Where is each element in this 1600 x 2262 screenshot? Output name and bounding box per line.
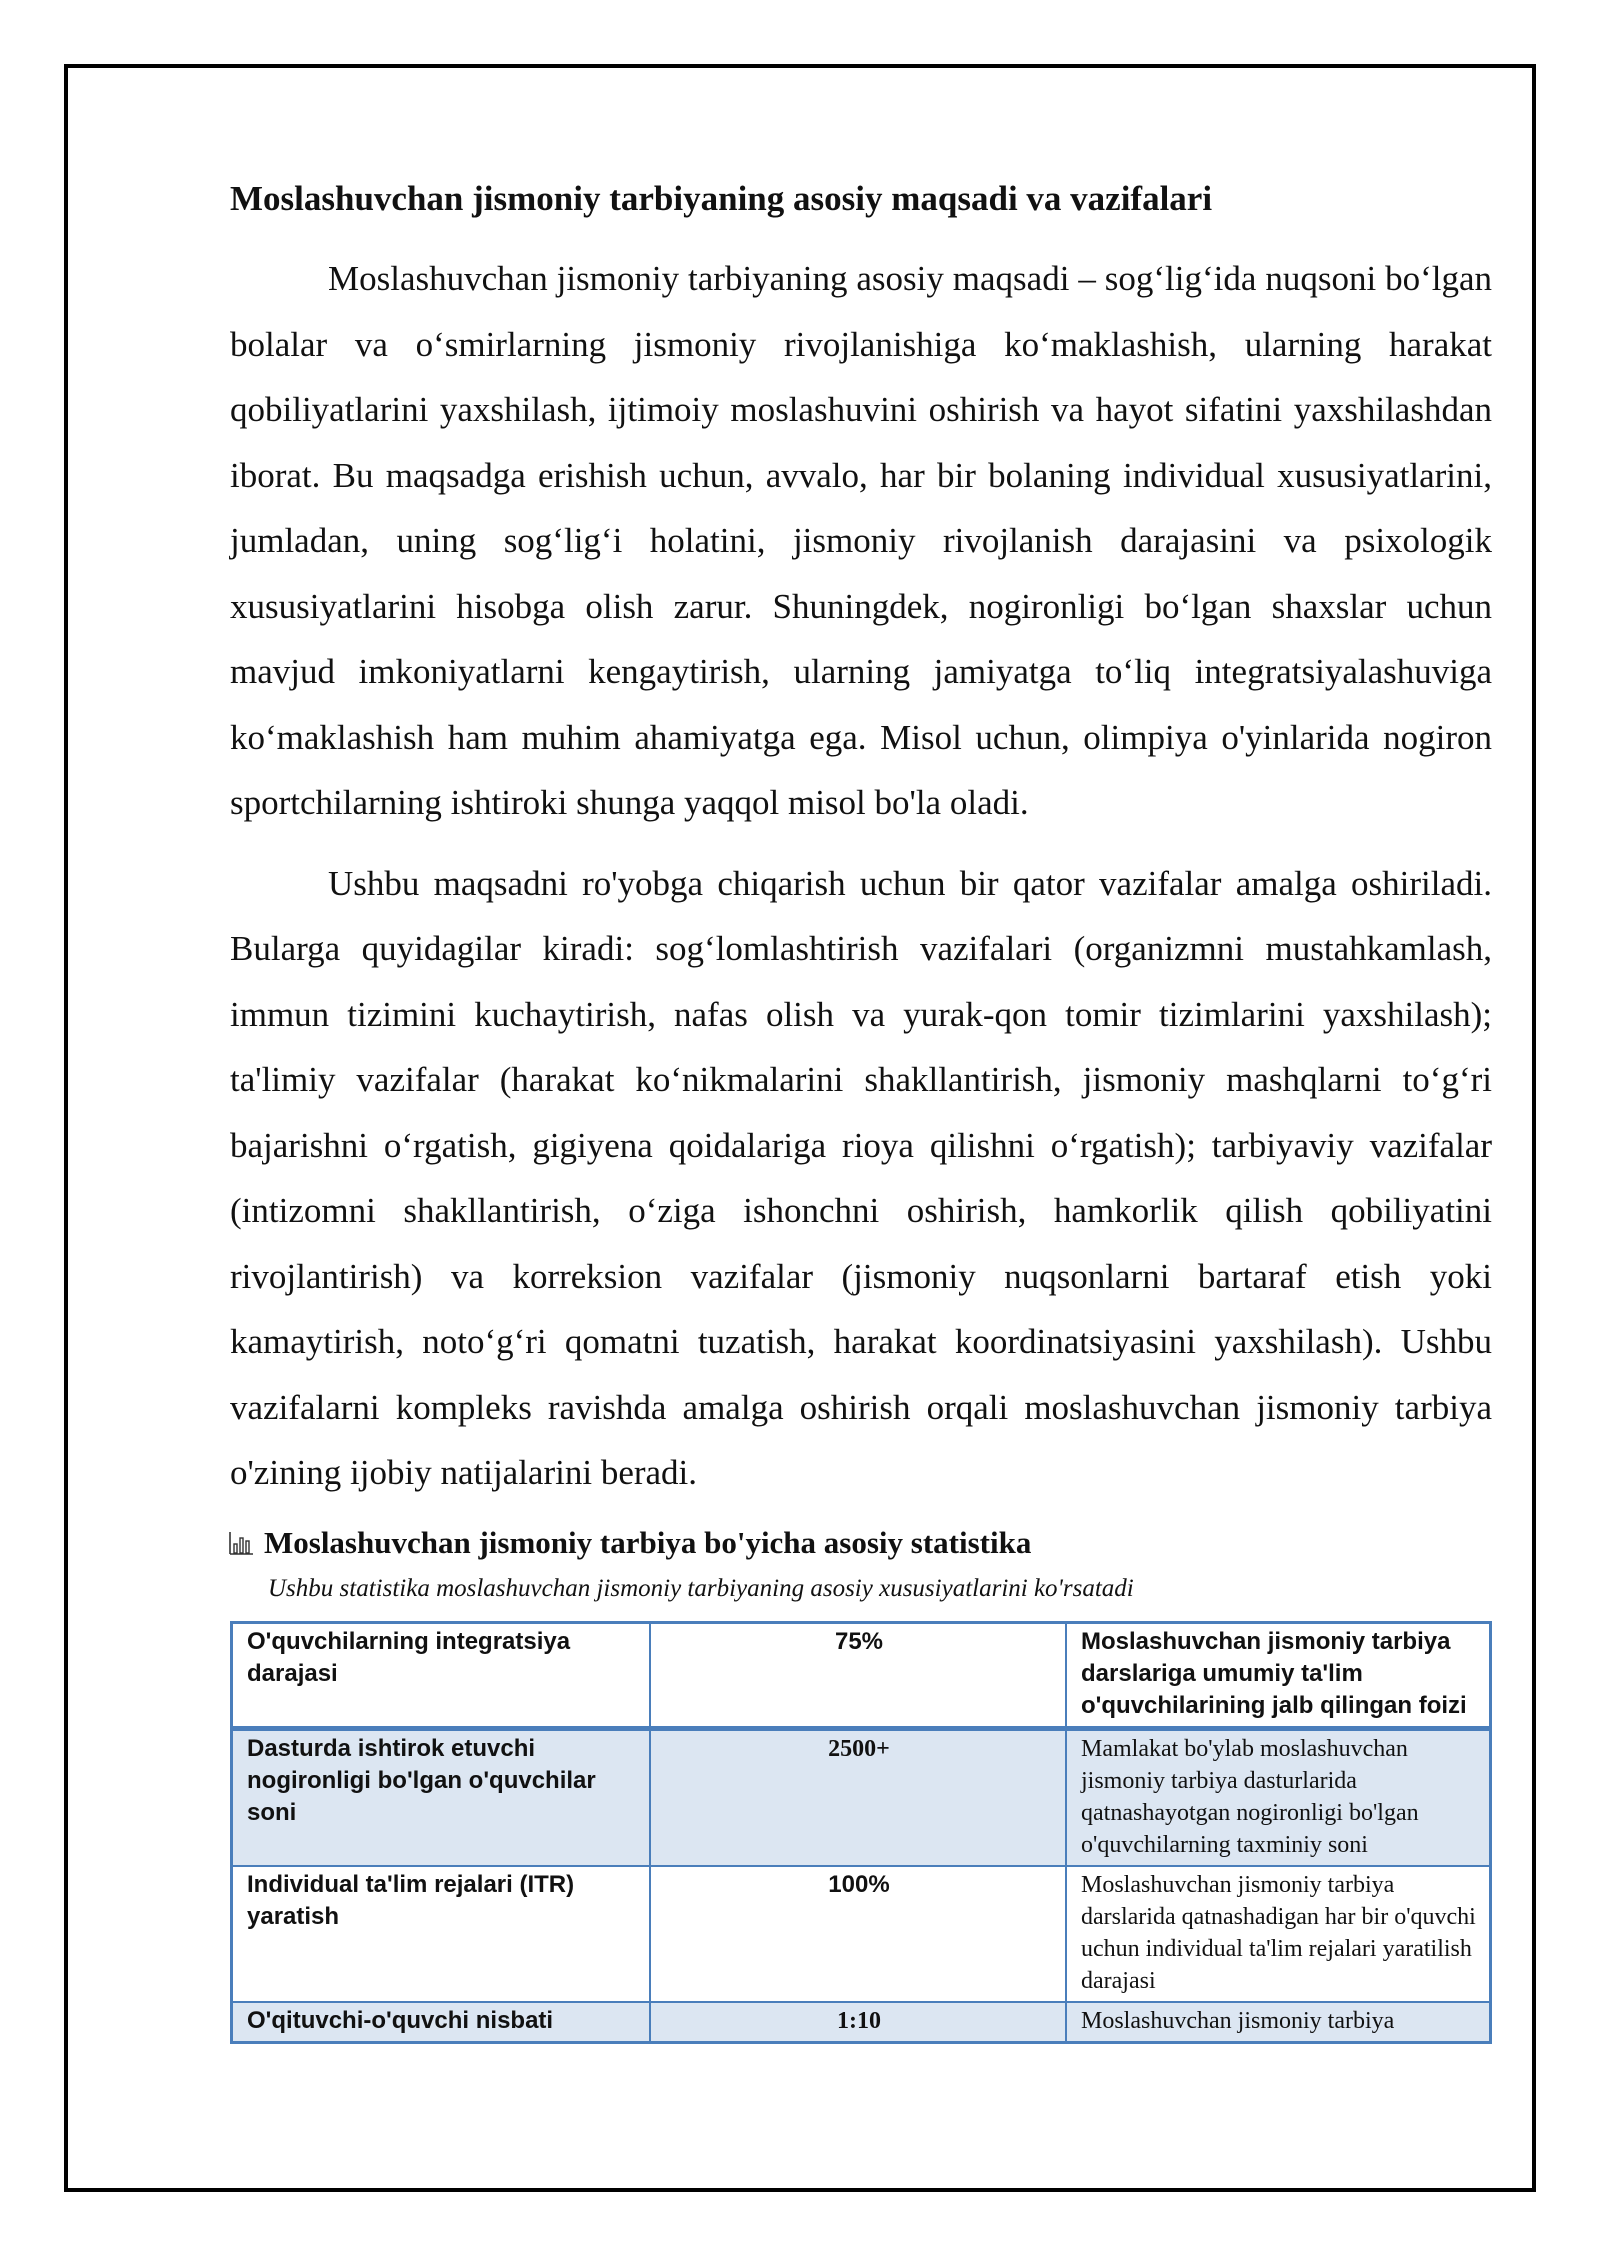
section-heading: Moslashuvchan jismoniy tarbiyaning asosiy maqsadi va vazifalari	[230, 179, 1213, 218]
stat-value: 1:10	[650, 2002, 1066, 2043]
stat-description: Moslashuvchan jismoniy tarbiya	[1066, 2002, 1491, 2043]
stat-value: 2500+	[650, 1728, 1066, 1866]
stat-description: Moslashuvchan jismoniy tarbiya darslariga umumiy ta'lim o'quvchilarining jalb qilingan foizi	[1066, 1622, 1491, 1728]
stat-value: 100%	[650, 1866, 1066, 2002]
table-row	[232, 1622, 1491, 1728]
document-content	[230, 170, 1492, 2044]
bar-chart-icon	[228, 1530, 254, 1556]
stat-description: Mamlakat bo'ylab moslashuvchan jismoniy tarbiya dasturlarida qatnashayotgan nogironligi bo'lgan o'quvchilarning taxminiy soni	[1066, 1728, 1491, 1866]
stat-description: Moslashuvchan jismoniy tarbiya darslarida qatnashadigan har bir o'quvchi uchun individual ta'lim rejalari yaratilish darajasi	[1066, 1866, 1491, 2002]
stat-label: O'qituvchi-o'quvchi nisbati	[232, 2002, 651, 2043]
paragraph-goal: Moslashuvchan jismoniy tarbiyaning asosiy maqsadi – sog‘lig‘ida nuqsoni bo‘lgan bolalar va o‘smirlarning jismoniy rivojlanishiga ko‘maklashish, ularning harakat qobiliyatlarini yaxshilash, ijtimoiy moslashuvini oshirish va hayot sifatini yaxshilashdan iborat. Bu maqsadga erishish uchun, avvalo, har bir bolaning individual xususiyatlarini, jumladan, uning sog‘lig‘i holatini, jismoniy rivojlanish darajasini va psixologik xususiyatlarini hisobga olish zarur. Shuningdek, nogironligi bo‘lgan shaxslar uchun mavjud imkoniyatlarni kengaytirish, ularning jamiyatga to‘liq integratsiyalashuviga ko‘maklashish ham muhim ahamiyatga ega. Misol uchun, olimpiya o'yinlarida nogiron sportchilarning ishtiroki shunga yaqqol misol bo'la oladi.	[230, 259, 1492, 822]
table-row	[232, 1866, 1491, 2002]
stats-subtitle: Ushbu statistika moslashuvchan jismoniy tarbiyaning asosiy xususiyatlarini ko'rsatadi	[268, 1574, 1134, 1602]
stat-label: Dasturda ishtirok etuvchi nogironligi bo'lgan o'quvchilar soni	[232, 1728, 651, 1866]
paragraph-tasks: Ushbu maqsadni ro'yobga chiqarish uchun bir qator vazifalar amalga oshiriladi. Bularga quyidagilar kiradi: sog‘lomlashtirish vazifalari (organizmni mustahkamlash, immun tizimini kuchaytirish, nafas olish va yurak-qon tomir tizimlarini yaxshilash); ta'limiy vazifalar (harakat ko‘nikmalarini shakllantirish, jismoniy mashqlarni to‘g‘ri bajarishni o‘rgatish, gigiyena qoidalariga rioya qilishni o‘rgatish); tarbiyaviy vazifalar (intizomni shakllantirish, o‘ziga ishonchni oshirish, hamkorlik qilish qobiliyatini rivojlantirish) va korreksion vazifalar (jismoniy nuqsonlarni bartaraf etish yoki kamaytirish, noto‘g‘ri qomatni tuzatish, harakat koordinatsiyasini yaxshilash). Ushbu vazifalarni kompleks ravishda amalga oshirish orqali moslashuvchan jismoniy tarbiya o'zining ijobiy natijalarini beradi.	[230, 863, 1492, 1492]
stats-heading	[228, 1521, 1490, 1565]
stat-value: 75%	[650, 1622, 1066, 1728]
stat-label: Individual ta'lim rejalari (ITR) yaratish	[232, 1866, 651, 2002]
stats-title: Moslashuvchan jismoniy tarbiya bo'yicha asosiy statistika	[264, 1524, 1032, 1560]
stats-table	[230, 1621, 1492, 2044]
table-row	[232, 1728, 1491, 1866]
stat-label: O'quvchilarning integratsiya darajasi	[232, 1622, 651, 1728]
table-row	[232, 2002, 1491, 2043]
